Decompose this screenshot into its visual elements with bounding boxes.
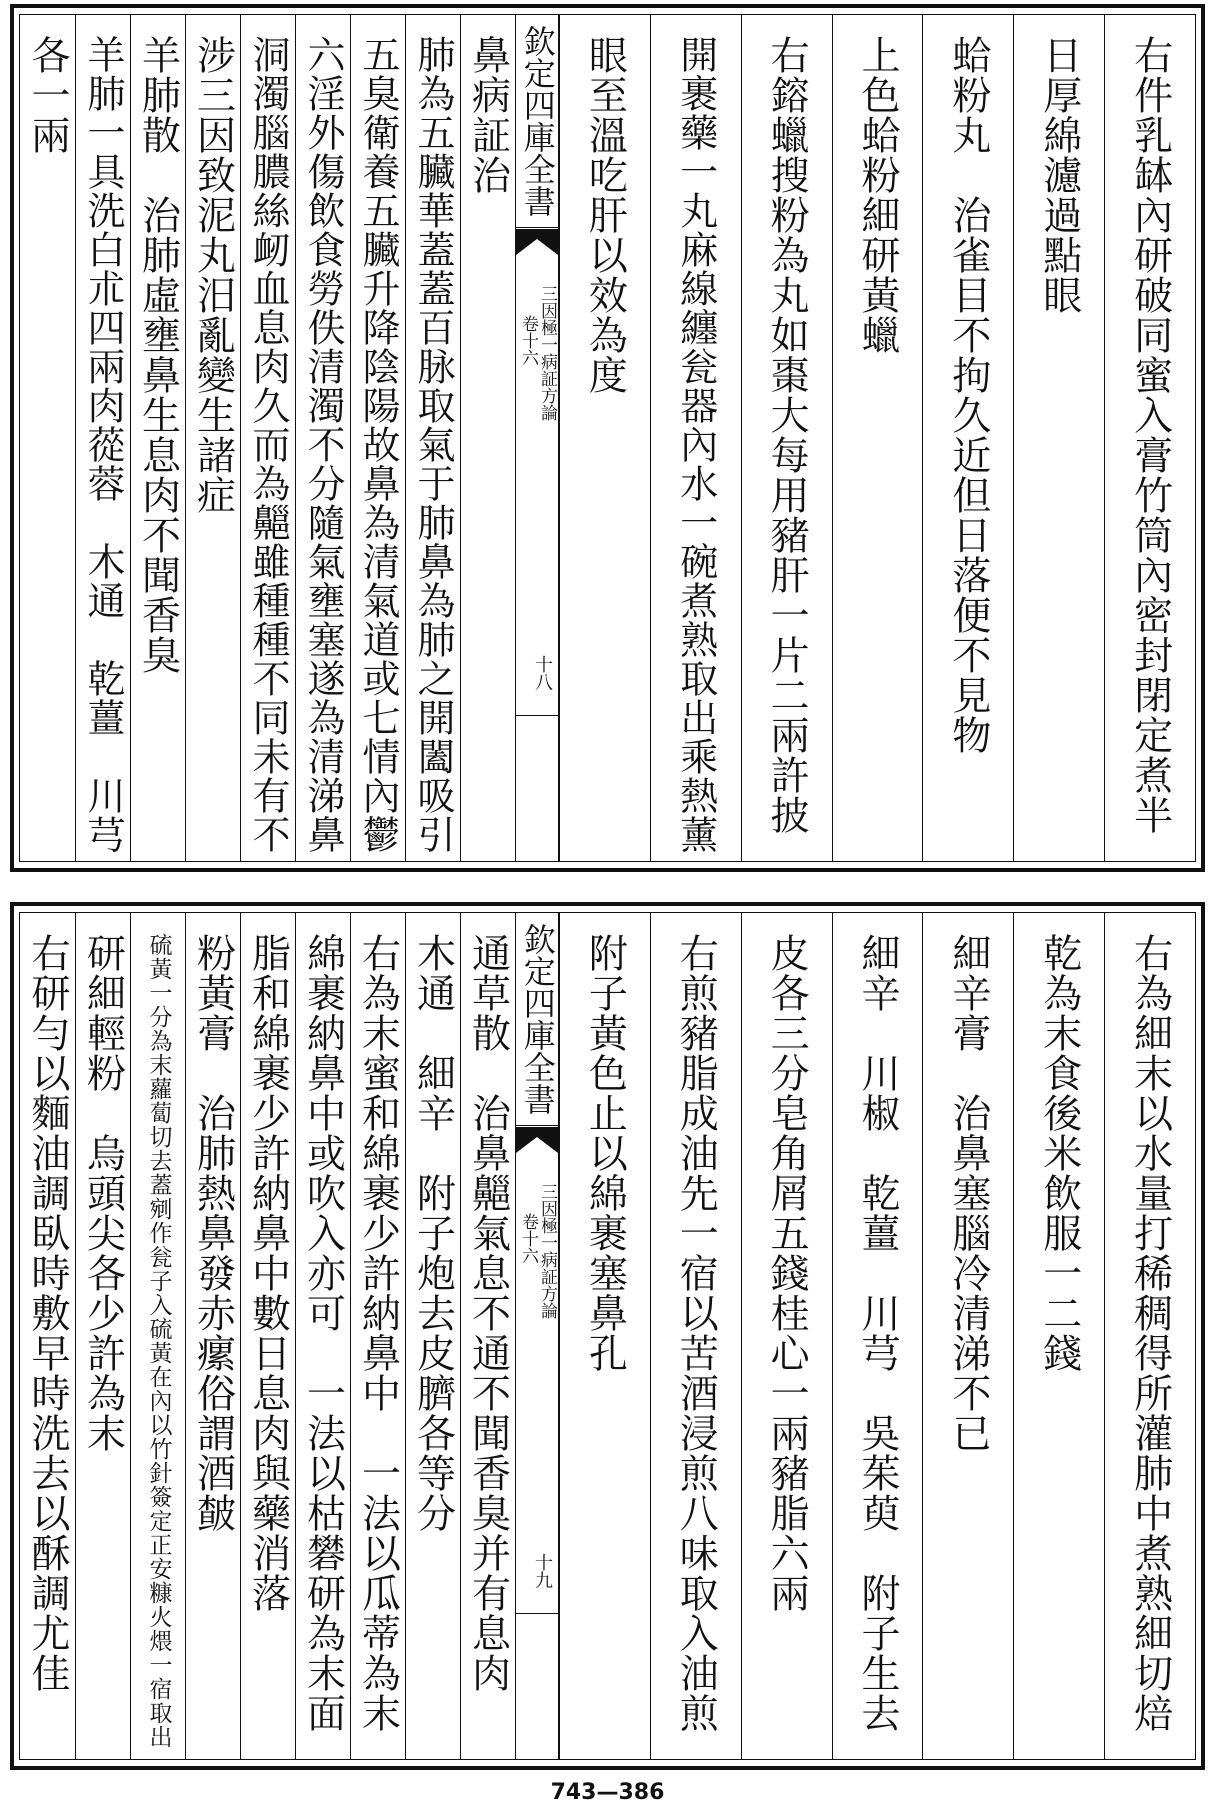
text-column — [240, 15, 295, 861]
column-text: 乾為末食後米飲服一二錢 — [1036, 933, 1082, 1373]
column-text: 五臭衛養五臟升降陰陽故鼻為清氣道或七情內鬱 — [356, 35, 400, 854]
column-text: 木通 細辛 附子炮去皮臍各等分 — [410, 933, 456, 1533]
column-text: 六淫外傷飲食勞佚清濁不分隨氣壅塞遂為清涕鼻 — [301, 35, 345, 854]
text-column — [559, 15, 650, 861]
text-column — [559, 913, 650, 1759]
text-column — [20, 15, 75, 861]
column-text: 細辛 川椒 乾薑 川芎 吳茱萸 附子生去 — [854, 933, 900, 1733]
top-page-frame — [19, 14, 1196, 862]
column-text: 各一兩 — [25, 35, 70, 155]
text-column — [1104, 15, 1195, 861]
book-title: 三因極一病証方論 — [537, 285, 557, 421]
column-text: 蛤粉丸 治雀目不拘久近但日落便不見物 — [945, 35, 991, 755]
center-fold-column — [515, 913, 559, 1759]
column-text: 羊肺一具洗白朮四兩肉蓯蓉 木通 乾薑 川芎 — [81, 35, 125, 854]
text-column — [741, 913, 832, 1759]
text-column — [460, 15, 515, 861]
top-page — [10, 4, 1205, 872]
volume-label: 卷十六 — [518, 1213, 538, 1264]
text-column — [832, 15, 923, 861]
fold-rule — [516, 1613, 558, 1614]
column-text: 右為末蜜和綿裹少許納鼻中 一法以瓜蒂為末 — [355, 933, 401, 1733]
text-column — [350, 913, 405, 1759]
column-text: 右煎豬脂成油先一宿以苦酒浸煎八味取入油煎 — [673, 933, 719, 1733]
column-text: 右研勻以麵油調臥時敷早時洗去以酥調尤佳 — [25, 933, 70, 1693]
column-text: 涉三因致泥丸汨亂變生諸症 — [190, 35, 236, 515]
column-text: 脂和綿裹少許納鼻中數日息肉與藥消落 — [245, 933, 291, 1613]
text-column — [650, 913, 741, 1759]
column-text: 綿裹納鼻中或吹入亦可 一法以枯礬研為末面 — [300, 933, 346, 1733]
text-column — [295, 913, 350, 1759]
text-column — [405, 913, 460, 1759]
column-text: 鼻病証治 — [465, 35, 511, 195]
center-fold-column — [515, 15, 559, 861]
fold-rule — [516, 1125, 558, 1126]
book-title: 三因極一病証方論 — [537, 1183, 557, 1319]
center-title: 欽定四庫全書 — [518, 923, 557, 1115]
column-text: 羊肺散 治肺虛壅鼻生息肉不聞香臭 — [135, 35, 181, 675]
text-column — [405, 15, 460, 861]
page-number-label: 743—386 — [550, 1780, 665, 1805]
volume-label: 卷十六 — [518, 315, 538, 366]
text-column — [130, 15, 185, 861]
column-text: 右件乳缽內研破同蜜入膏竹筒內密封閉定煮半 — [1127, 35, 1173, 835]
center-title: 欽定四庫全書 — [518, 25, 557, 217]
text-column — [922, 913, 1013, 1759]
text-column — [650, 15, 741, 861]
column-text: 研細輕粉 烏頭尖各少許為末 — [80, 933, 126, 1453]
column-text: 日厚綿濾過點眼 — [1036, 35, 1082, 315]
column-text: 硫黃一分為末蘿蔔切去蓋剜作瓮子入硫黃在內以竹針簽定正安糠火煨一宿取出 — [145, 933, 172, 1749]
column-text: 右為細末以水量打稀稠得所灌肺中煮熟細切焙 — [1127, 933, 1173, 1733]
column-text: 肺為五臟華蓋蓋百脉取氣于肺鼻為肺之開闔吸引 — [411, 35, 455, 854]
fold-rule — [516, 227, 558, 228]
bottom-page-frame — [19, 912, 1196, 1760]
fishtail-mark-icon — [516, 1127, 558, 1153]
leaf-number: 十八 — [532, 655, 553, 691]
text-column — [130, 913, 185, 1759]
text-column — [741, 15, 832, 861]
column-text: 上色蛤粉細研黃蠟 — [854, 35, 900, 355]
text-column — [185, 15, 240, 861]
text-column — [75, 913, 130, 1759]
column-text: 附子黃色止以綿裹塞鼻孔 — [582, 933, 628, 1373]
text-column — [1104, 913, 1195, 1759]
column-text: 右鎔蠟搜粉為丸如棗大每用豬肝一片二兩許披 — [764, 35, 810, 835]
text-column — [20, 913, 75, 1759]
text-column — [832, 913, 923, 1759]
bottom-page — [10, 902, 1205, 1770]
fishtail-mark-icon — [516, 229, 558, 255]
fold-rule — [516, 715, 558, 716]
leaf-number: 十九 — [532, 1553, 553, 1589]
column-text: 眼至溫吃肝以效為度 — [582, 35, 628, 395]
text-column — [1013, 15, 1104, 861]
text-column — [922, 15, 1013, 861]
column-text: 皮各三分皂角屑五錢桂心一兩豬脂六兩 — [764, 933, 810, 1613]
column-text: 開裹藥一丸麻線纏瓮器內水一碗煮熟取出乘熱薰 — [673, 35, 718, 854]
text-column — [295, 15, 350, 861]
column-text: 洞濁腦膿絲衂血息肉久而為齆雖種種不同未有不 — [246, 35, 290, 854]
text-column — [240, 913, 295, 1759]
column-text: 細辛膏 治鼻塞腦冷清涕不已 — [945, 933, 991, 1453]
text-column — [1013, 913, 1104, 1759]
text-column — [350, 15, 405, 861]
column-text: 粉黃膏 治肺熱鼻發赤瘰俗謂酒皶 — [190, 933, 236, 1533]
column-text: 通草散 治鼻齆氣息不通不聞香臭并有息肉 — [465, 933, 511, 1693]
text-column — [185, 913, 240, 1759]
text-column — [460, 913, 515, 1759]
text-column — [75, 15, 130, 861]
